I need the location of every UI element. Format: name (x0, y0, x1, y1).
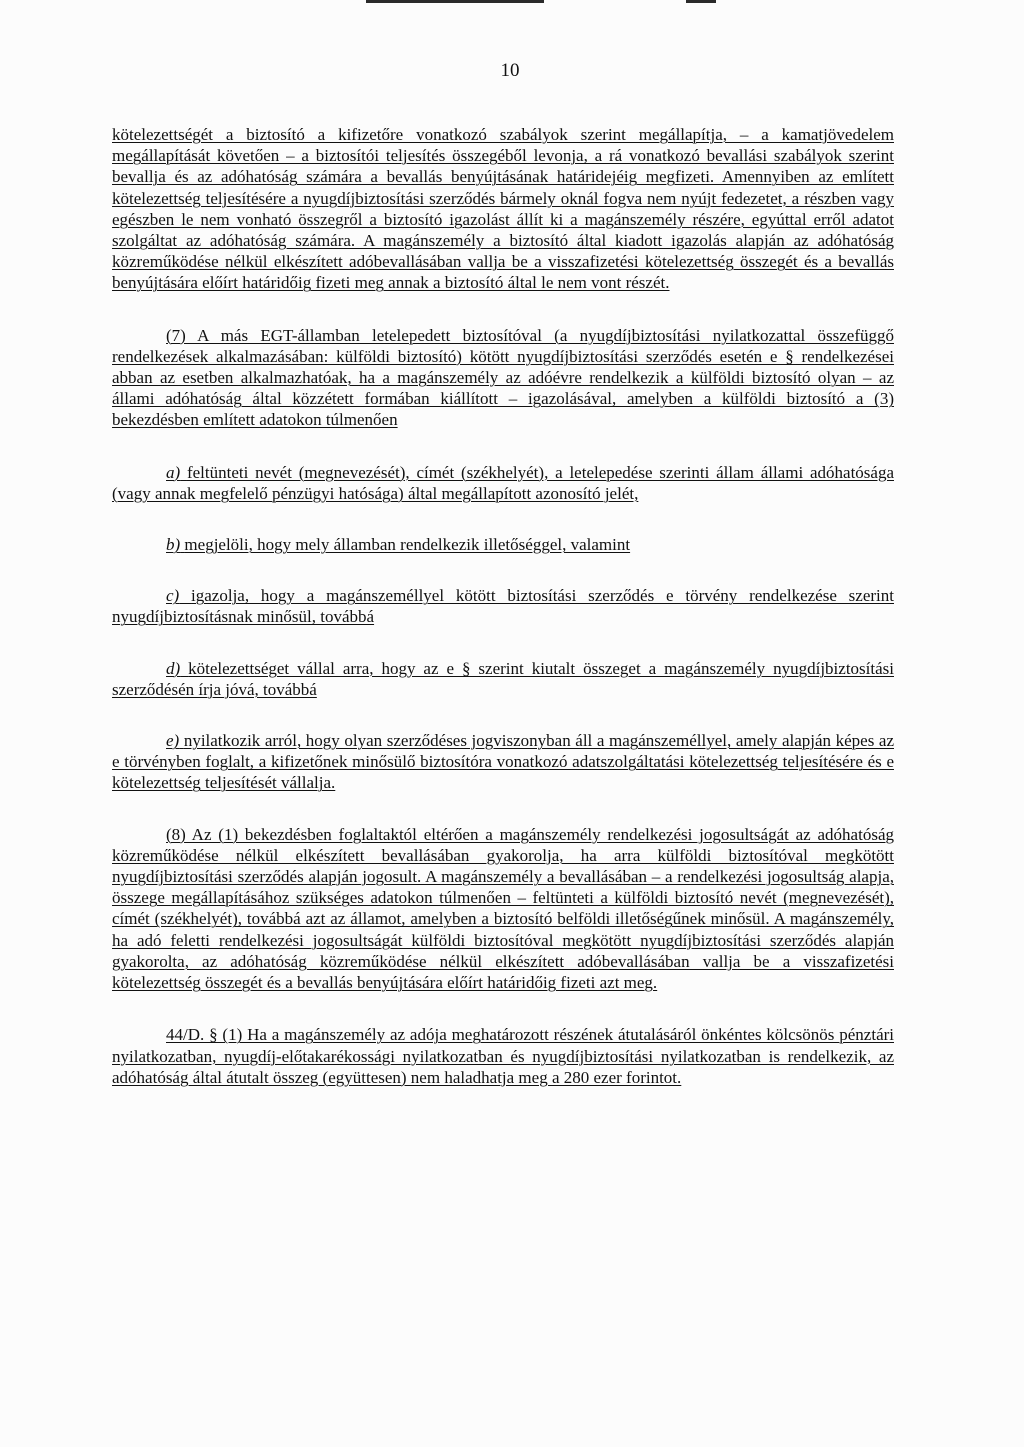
list-letter: b) (166, 535, 181, 555)
paragraph-continuation: kötelezettségét a biztosító a kifizetőre vonatkozó szabályok szerint megállapítja, – a kamatjövedelem megállapítását követően – a biztosítói teljesítés összegéből levonja, a rá vonatkozó bevallási szabályok szerint bevallja és az adóhatóság számára a bevallás benyújtásának határidejéig megfizeti. Amennyiben az említett kötelezettség teljesítésére a nyugdíjbiztosítási szerződés bármely oknál fogva nem nyújt fedezetet, a részben vagy egészben le nem vonható összegről a biztosító igazolást állít ki a magánszemély részére, egyúttal erről adatot szolgáltat az adóhatóság számára. A magánszemély a biztosító által kiadott igazolás alapján az adóhatóság közreműködése nélkül elkészített adóbevallásában vallja be a visszafizetési kötelezettség összegét és a bevallás benyújtására előírt határidőig fizeti meg annak a biztosító által le nem vont részét. (112, 125, 894, 293)
list-text: kötelezettséget vállal arra, hogy az e § szerint kiutalt összeget a magánszemély nyugdíjbiztosítási szerződésén írja jóvá, továbbá (112, 658, 894, 699)
section-44d: 44/D. § (1) Ha a magánszemély az adója meghatározott részének átutalásáról önkéntes kölcsönös pénztári nyilatkozatban, nyugdíj-előtakarékossági nyilatkozatban és nyugdíjbiztosítási nyilatkozatban is rendelkezik, az adóhatóság által átutalt összeg (együttesen) nem haladhatja meg a 280 ezer forintot. (112, 1025, 894, 1087)
list-text: feltünteti nevét (megnevezését), címét (székhelyét), a letelepedése szerinti állam állami adóhatósága (vagy annak megfelelő pénzügyi hatósága) által megállapított azonosító jelét, (112, 462, 894, 503)
list-text: igazolja, hogy a magánszeméllyel kötött biztosítási szerződés e törvény rendelkezése szerint nyugdíjbiztosításnak minősül, továbbá (112, 586, 894, 627)
scan-edge-mark (686, 0, 716, 3)
list-item-d (112, 658, 894, 700)
list-letter: d) (166, 658, 181, 678)
list-item-b (112, 534, 894, 555)
paragraph-7: (7) A más EGT-államban letelepedett biztosítóval (a nyugdíjbiztosítási nyilatkozattal összefüggő rendelkezések alkalmazásában: külföldi biztosító) kötött nyugdíjbiztosítási szerződés esetén e § rendelkezései abban az esetben alkalmazhatóak, ha a magánszemély az adóévre rendelkezik a külföldi biztosító olyan – az állami adóhatóság által közzétett formában kiállított – igazolásával, amelyben a külföldi biztosító a (3) bekezdésben említett adatokon túlmenően (112, 325, 894, 430)
list-item-a (112, 462, 894, 504)
list-text: nyilatkozik arról, hogy olyan szerződéses jogviszonyban áll a magánszeméllyel, amely alapján képes az e törvényben foglalt, a kifizetőnek minősülő biztosítóra vonatkozó adatszolgáltatási kötelezettség teljesítésére és e kötelezettség teljesítését vállalja. (112, 731, 894, 793)
list-letter: e) (166, 731, 180, 751)
scan-edge-mark (366, 0, 544, 3)
list-text: megjelöli, hogy mely államban rendelkezik illetőséggel, valamint (184, 535, 631, 555)
document-body (112, 124, 894, 1088)
paragraph-8: (8) Az (1) bekezdésben foglaltaktól eltérően a magánszemély rendelkezési jogosultságát az adóhatóság közreműködése nélkül elkészített bevallásában gyakorolja, ha arra külföldi biztosítóval megkötött nyugdíjbiztosítási szerződés alapján jogosult. A magánszemély a bevallásában – a rendelkezési jogosultság alapja, összege megállapításához szükséges adatokon túlmenően – feltünteti a külföldi biztosító nevét (megnevezését), címét (székhelyét), továbbá azt az államot, amelyben a biztosító belföldi illetőségűnek minősül. A magánszemély, ha adó feletti rendelkezési jogosultságát külföldi biztosítóval megkötött nyugdíjbiztosítási szerződés alapján gyakorolta, az adóhatóság közreműködése nélkül elkészített adóbevallásában vallja be a visszafizetési kötelezettség összegét és a bevallás benyújtására előírt határidőig fizeti azt meg. (112, 824, 894, 993)
list-letter: a) (166, 462, 181, 482)
list-item-e (112, 730, 894, 794)
page-number: 10 (500, 60, 520, 81)
list-letter: c) (166, 586, 180, 606)
list-item-c (112, 585, 894, 627)
